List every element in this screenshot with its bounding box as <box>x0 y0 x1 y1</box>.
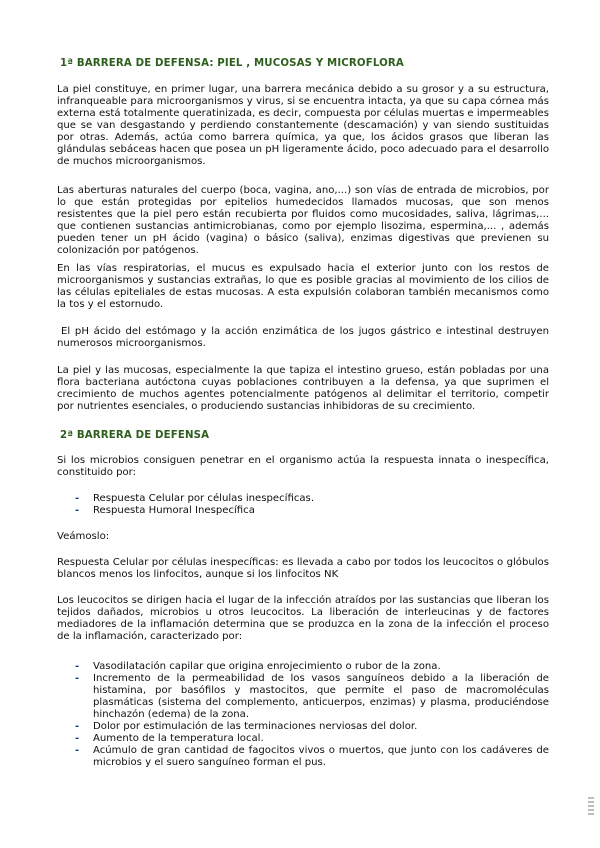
section2-heading: 2ª BARRERA DE DEFENSA <box>60 430 210 441</box>
edge-mark <box>588 805 594 807</box>
page-edge-marks <box>588 797 594 817</box>
list-item: - Acúmulo de gran cantidad de fagocitos vivos o muertos, que junto con los cadáveres de microbios y el suero sanguíneo forman el pus. <box>75 745 549 768</box>
bullet-dash: - <box>75 493 80 504</box>
paragraph-ph-estomago: El pH ácido del estómago y la acción enzimática de los jugos gástrico e intestinal destruyen numerosos microorganismos. <box>57 326 549 349</box>
paragraph-intro-respuesta-innata: Si los microbios consiguen penetrar en el organismo actúa la respuesta innata o inespecífica, constituido por: <box>57 455 549 478</box>
edge-mark <box>588 797 594 799</box>
paragraph-vias-respiratorias: En las vías respiratorias, el mucus es expulsado hacia el exterior junto con los restos de microorganismos y sustancias extrañas, lo que es posible gracias al movimiento de los cilios de las células epiteliales de estas mucosas. A esta expulsión colaboran también mecanismos como la tos y el estornudo. <box>57 263 549 310</box>
bullet-dash: - <box>75 661 80 672</box>
bullet-dash: - <box>75 733 80 744</box>
paragraph-piel: La piel constituye, en primer lugar, una barrera mecánica debido a su grosor y a su estructura, infranqueable para microorganismos y virus, si se encuentra intacta, ya que su capa córnea más externa está totalmente queratinizada, es decir, compuesta por células muertas e impermeables que se van desgastando y perdiendo constantemente (descamación) y van siendo sustituidas por otras. Además, actúa como barrera química, ya que, los ácidos grasos que liberan las glándulas sebáceas hacen que posea un pH ligeramente ácido, poco adecuado para el desarrollo de muchos microorganismos. <box>57 84 549 167</box>
list-item: - Vasodilatación capilar que origina enrojecimiento o rubor de la zona. <box>75 661 441 672</box>
section1-heading: 1ª BARRERA DE DEFENSA: PIEL , MUCOSAS Y MICROFLORA <box>60 58 404 69</box>
list-item: - Aumento de la temperatura local. <box>75 733 264 744</box>
respuesta-list <box>75 493 549 517</box>
edge-mark <box>588 813 594 815</box>
inflamacion-list <box>75 661 549 769</box>
paragraph-flora: La piel y las mucosas, especialmente la que tapiza el intestino grueso, están pobladas por una flora bacteriana autóctona cuyas poblaciones contribuyen a la defensa, ya que suprimen el crecimiento de muchos agentes potencialmente patógenos al delimitar el territorio, competir por nutrientes esenciales, o produciendo sustancias inhibidoras de su crecimiento. <box>57 365 549 412</box>
edge-mark <box>588 809 594 811</box>
paragraph-respuesta-celular: Respuesta Celular por células inespecíficas: es llevada a cabo por todos los leucocitos o glóbulos blancos menos los linfocitos, aunque si los linfocitos NK <box>57 557 549 580</box>
edge-mark <box>588 801 594 803</box>
bullet-dash: - <box>75 673 80 684</box>
list-item: - Incremento de la permeabilidad de los vasos sanguíneos debido a la liberación de histamina, por basófilos y mastocitos, que permite el paso de macromoléculas plasmáticas (sistema del complemento, anticuerpos, enzimas) y plasma, produciéndose hinchazón (edema) de la zona. <box>75 673 549 720</box>
list-item: - Dolor por estimulación de las terminaciones nerviosas del dolor. <box>75 721 418 732</box>
list-item: - Respuesta Humoral Inespecífica <box>75 505 255 516</box>
bullet-dash: - <box>75 505 80 516</box>
paragraph-veamoslo: Veámoslo: <box>57 531 110 542</box>
paragraph-mucosas: Las aberturas naturales del cuerpo (boca, vagina, ano,...) son vías de entrada de microbios, por lo que están protegidas por epitelios humedecidos llamados mucosas, que son menos resistentes que la piel pero están recubierta por fluidos como mucosidades, saliva, lágrimas,... que contienen sustancias antimicrobianas, como por ejemplo lisozima, espermina,... , además pueden tener un pH ácido (vagina) o básico (saliva), enzimas digestivas que previenen su colonización por patógenos. <box>57 185 549 256</box>
list-item: - Respuesta Celular por células inespecíficas. <box>75 493 315 504</box>
bullet-dash: - <box>75 721 80 732</box>
bullet-dash: - <box>75 745 80 756</box>
paragraph-leucocitos: Los leucocitos se dirigen hacia el lugar de la infección atraídos por las sustancias que liberan los tejidos dañados, microbios u otros leucocitos. La liberación de interleucinas y de factores mediadores de la inflamación determina que se produzca en la zona de la infección el proceso de la inflamación, caracterizado por: <box>57 595 549 642</box>
